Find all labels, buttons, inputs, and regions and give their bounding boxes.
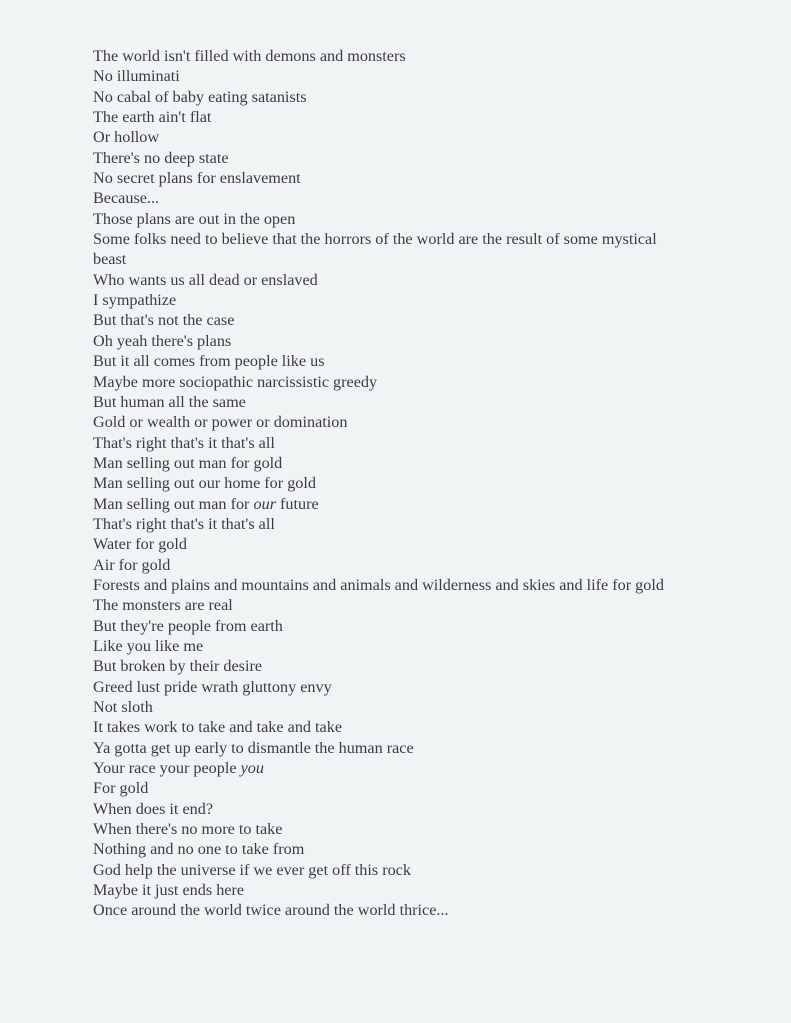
poem-line: Ya gotta get up early to dismantle the human race bbox=[93, 738, 414, 757]
poem-line: Water for gold bbox=[93, 535, 187, 554]
poem-line-emphasis: you bbox=[240, 759, 264, 778]
poem-line: God help the universe if we ever get off this rock bbox=[93, 860, 411, 879]
poem-line bbox=[93, 494, 693, 514]
poem-line: Oh yeah there's plans bbox=[93, 331, 232, 350]
poem-line: No illuminati bbox=[93, 67, 180, 86]
poem-text bbox=[93, 46, 693, 921]
poem-line: Greed lust pride wrath gluttony envy bbox=[93, 677, 332, 696]
poem-line-text: future bbox=[276, 494, 319, 513]
poem-line: For gold bbox=[93, 779, 149, 798]
poem-line: But human all the same bbox=[93, 392, 246, 411]
poem-line: Who wants us all dead or enslaved bbox=[93, 270, 318, 289]
poem-line: Those plans are out in the open bbox=[93, 209, 296, 228]
poem-line-text: Your race your people bbox=[93, 759, 241, 778]
poem-line: There's no deep state bbox=[93, 148, 229, 167]
poem-line: When there's no more to take bbox=[93, 820, 283, 839]
poem-line: No secret plans for enslavement bbox=[93, 169, 301, 188]
poem-line: Like you like me bbox=[93, 636, 204, 655]
poem-line: Maybe more sociopathic narcissistic greedy bbox=[93, 372, 378, 391]
poem-line: Maybe it just ends here bbox=[93, 881, 245, 900]
poem-line: Gold or wealth or power or domination bbox=[93, 413, 348, 432]
poem-line: It takes work to take and take and take bbox=[93, 718, 343, 737]
poem-line: The monsters are real bbox=[93, 596, 233, 615]
poem-line: The world isn't filled with demons and monsters bbox=[93, 47, 406, 65]
poem-line-emphasis: our bbox=[253, 494, 276, 513]
poem-line: Or hollow bbox=[93, 128, 160, 147]
poem-line: When does it end? bbox=[93, 799, 214, 818]
poem-line: Once around the world twice around the world thrice... bbox=[93, 901, 449, 920]
poem-line: Forests and plains and mountains and animals and wilderness and skies and life for gold bbox=[93, 575, 664, 594]
poem-line: Because... bbox=[93, 189, 160, 208]
poem-line: I sympathize bbox=[93, 291, 177, 310]
poem-line: That's right that's it that's all bbox=[93, 514, 275, 533]
poem-line: Man selling out man for gold bbox=[93, 453, 283, 472]
poem-line: No cabal of baby eating satanists bbox=[93, 87, 307, 106]
poem-line: Not sloth bbox=[93, 698, 153, 716]
poem-line: That's right that's it that's all bbox=[93, 433, 275, 452]
poem-line: But they're people from earth bbox=[93, 616, 283, 635]
poem-line: But broken by their desire bbox=[93, 657, 263, 676]
poem-line: Some folks need to believe that the horrors of the world are the result of some mystical beast bbox=[93, 230, 657, 269]
poem-line: Nothing and no one to take from bbox=[93, 840, 305, 859]
poem-line: Man selling out our home for gold bbox=[93, 474, 316, 493]
poem-line bbox=[93, 758, 693, 778]
poem-line: But that's not the case bbox=[93, 311, 235, 330]
poem-line: The earth ain't flat bbox=[93, 108, 212, 127]
poem-line: But it all comes from people like us bbox=[93, 352, 325, 371]
poem-line-text: Man selling out man for bbox=[93, 494, 254, 513]
poem-line: Air for gold bbox=[93, 555, 171, 574]
